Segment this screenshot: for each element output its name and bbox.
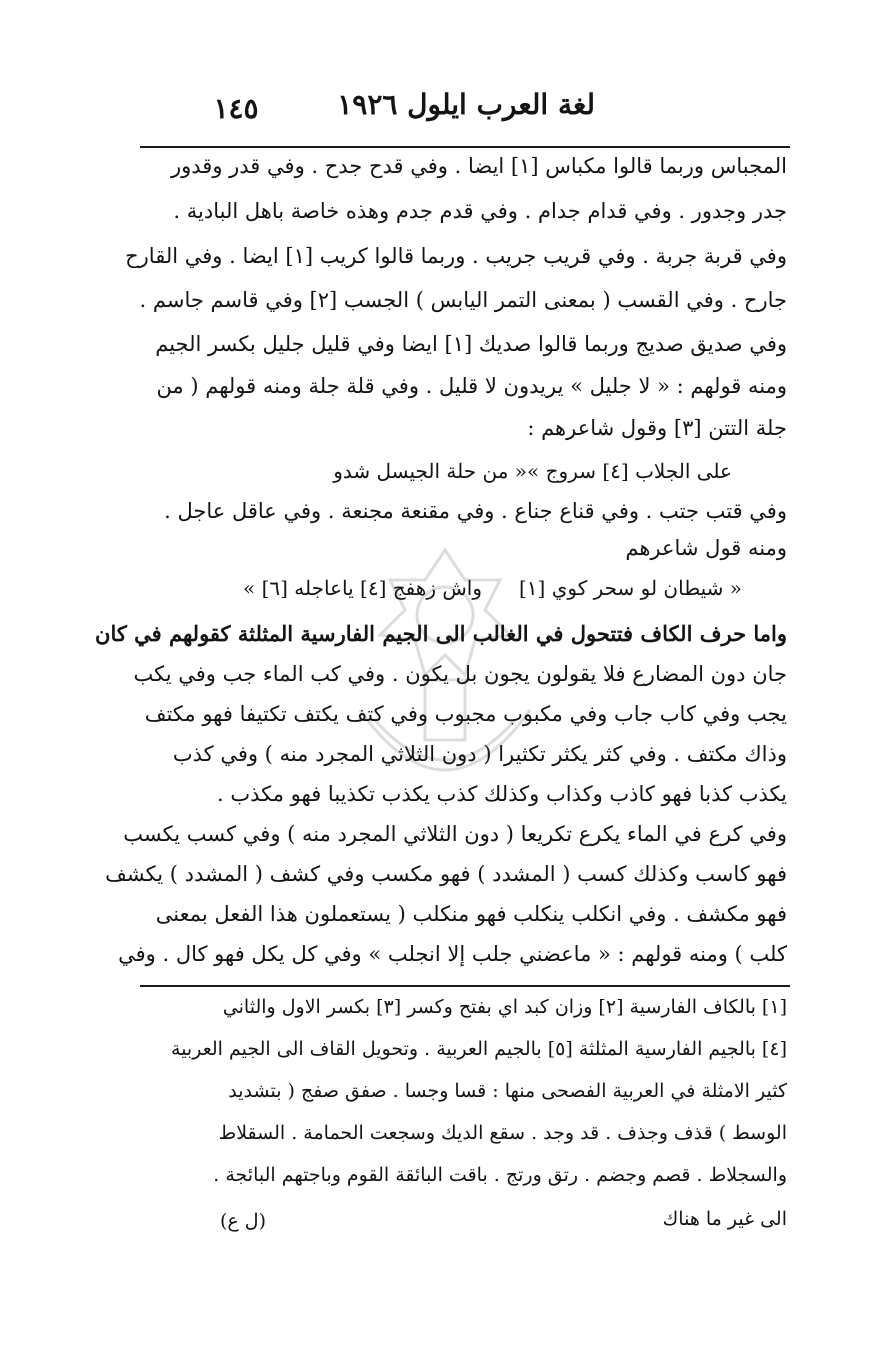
body-line: جارح . وفي القسب ( بمعنى التمر اليابس ) الجسب [٢] وفي قاسم جاسم . [139, 288, 787, 312]
header-rule [140, 146, 790, 148]
footnote-line: كثير الامثلة في العربية الفصحى منها : قسا وجسا . صفق صفج ( بتشديد [228, 1080, 787, 1102]
body-line: جدر وجدور . وفي قدام جدام . وفي قدم جدم وهذه خاصة باهل البادية . [173, 199, 787, 223]
body-line: واما حرف الكاف فتتحول في الغالب الى الجيم الفارسية المثلثة كقولهم في كان [95, 621, 787, 646]
footnote-line: والسجلاط . قصم وجضم . رتق ورتج . باقت البائقة القوم وباجتهم البائجة . [213, 1164, 787, 1186]
footnote-line: [٤] بالجيم الفارسية المثلثة [٥] بالجيم العربية . وتحويل القاف الى الجيم العربية [171, 1038, 787, 1060]
body-line: فهو كاسب وكذلك كسب ( المشدد ) فهو مكسب وفي كشف ( المشدد ) يكشف [105, 862, 787, 886]
verse-2-second-hemistich: واش زهفج [٤] ياعاجله [٦] » [242, 576, 482, 600]
body-line: وفي قتب جتب . وفي قناع جناع . وفي مقنعة مجنعة . وفي عاقل عاجل . [164, 499, 787, 523]
footnote-rule [140, 985, 790, 987]
body-line: وفي قربة جربة . وفي قريب جريب . وربما قالوا كريب [١] ايضا . وفي القارح [125, 244, 787, 268]
footnote-line: الى غير ما هناك [662, 1208, 787, 1230]
footnote-line: الوسط ) قذف وجذف . قد وجد . سقع الديك وسجعت الحمامة . السقلاط [218, 1122, 787, 1144]
body-line: يجب وفي كاب جاب وفي مكبوب مجبوب وفي كتف يكتف تكتيفا فهو مكتف [144, 702, 787, 726]
page-number: ١٤٥ [213, 92, 259, 125]
body-line: جان دون المضارع فلا يقولون يجون بل يكون . وفي كب الماء جب وفي يكب [133, 662, 787, 686]
running-head: لغة العرب ايلول ١٩٢٦ [337, 88, 595, 121]
verse-1-second-hemistich: على الجلاب [٤] سروج » [527, 459, 732, 483]
body-line: ومنه قولهم : « لا جليل » يريدون لا قليل . وفي قلة جلة ومنه قولهم ( من [156, 374, 787, 398]
author-signature: (ل ع) [220, 1210, 267, 1232]
body-line: المجباس وربما قالوا مكباس [١] ايضا . وفي قدح جدح . وفي قدر وقدور [170, 154, 787, 178]
body-line: كلب ) ومنه قولهم : « ماعضني جلب إلا انجلب » وفي كل يكل فهو كال . وفي [118, 942, 787, 966]
body-line: وفي كرع في الماء يكرع تكريعا ( دون الثلاثي المجرد منه ) وفي كسب يكسب [123, 822, 787, 846]
verse-1-first-hemistich: « من حلة الجيسل شدو [333, 459, 527, 483]
body-line: وفي صديق صديج وربما قالوا صديك [١] ايضا وفي قليل جليل بكسر الجيم [155, 332, 787, 356]
body-line: فهو مكشف . وفي انكلب ينكلب فهو منكلب ( يستعملون هذا الفعل بمعنى [155, 902, 787, 926]
body-line: يكذب كذبا فهو كاذب وكذاب وكذلك كذب يكذب تكذيبا فهو مكذب . [217, 782, 787, 806]
footnote-line: [١] بالكاف الفارسية [٢] وزان كبد اي بفتح وكسر [٣] بكسر الاول والثاني [222, 996, 787, 1018]
body-line: جلة التتن [٣] وقول شاعرهم : [527, 416, 787, 440]
verse-2-first-hemistich: « شيطان لو سحر كوي [١] [518, 576, 742, 600]
body-line: ومنه قول شاعرهم [625, 536, 787, 560]
body-line: وذاك مكتف . وفي كثر يكثر تكثيرا ( دون الثلاثي المجرد منه ) وفي كذب [172, 742, 787, 766]
